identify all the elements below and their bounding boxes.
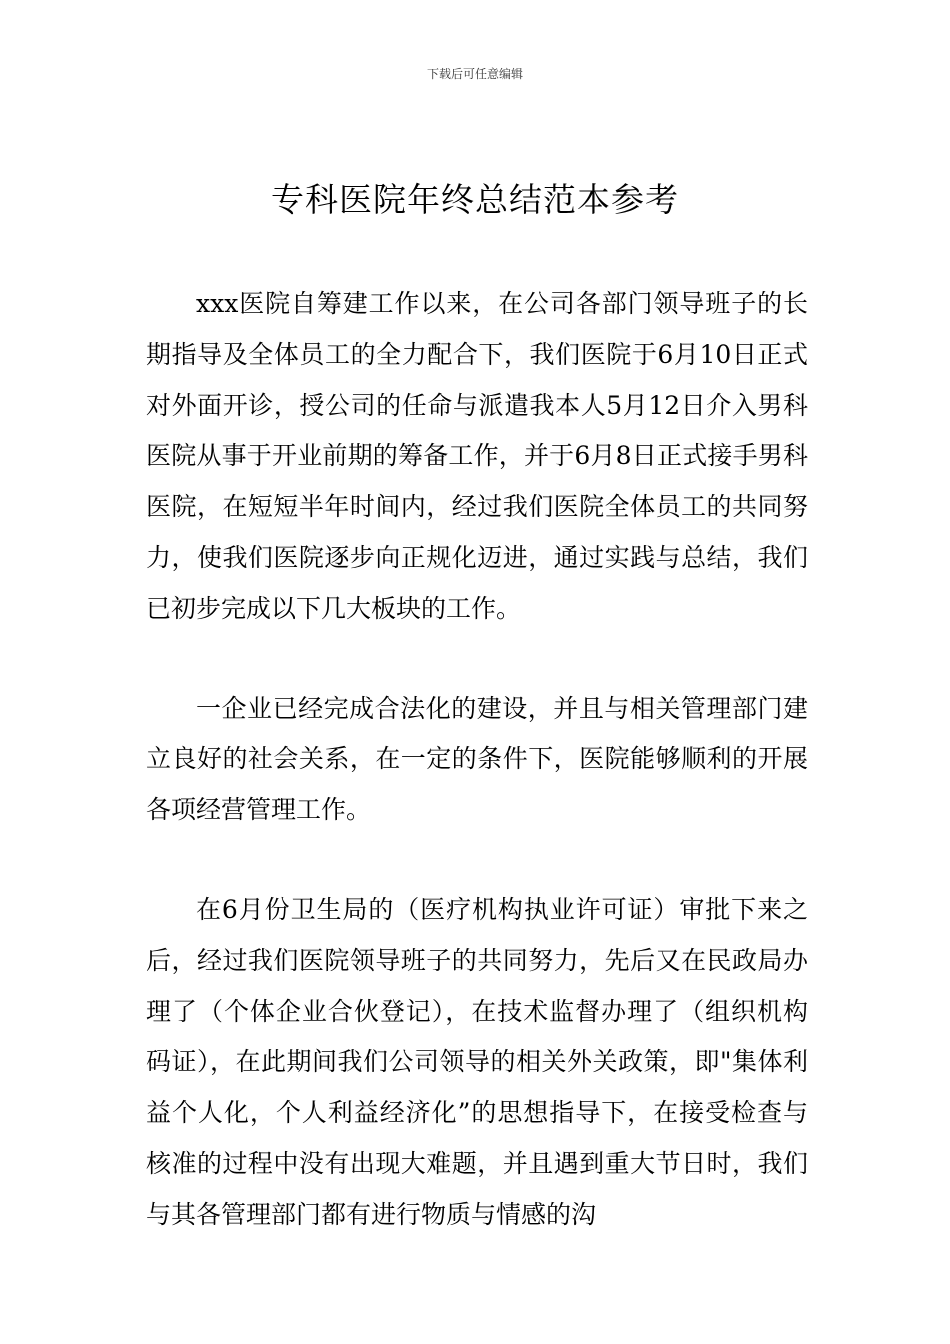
paragraph-legalization: 一企业已经完成合法化的建设，并且与相关管理部门建立良好的社会关系，在一定的条件下，医院能够顺利的开展各项经营管理工作。	[146, 693, 808, 825]
paragraph-intro: xxx医院自筹建工作以来，在公司各部门领导班子的长期指导及全体员工的全力配合下，我们医院于6月10日正式对外面开诊，授公司的任命与派遣我本人5月12日介入男科医院从事于开业前期的筹备工作，并于6月8日正式接手男科医院，在短短半年时间内，经过我们医院全体员工的共同努力，使我们医院逐步向正规化迈进，通过实践与总结，我们已初步完成以下几大板块的工作。	[146, 289, 808, 623]
document-body	[146, 279, 808, 1241]
paragraph-licensing: 在6月份卫生局的（医疗机构执业许可证）审批下来之后，经过我们医院领导班子的共同努力，先后又在民政局办理了（个体企业合伙登记），在技术监督办理了（组织机构码证），在此期间我们公司领导的相关外关政策，即"集体利益个人化，个人利益经济化”的思想指导下，在接受检查与核准的过程中没有出现大难题，并且遇到重大节日时，我们与其各管理部门都有进行物质与情感的沟	[146, 894, 808, 1229]
document-title: 专科医院年终总结范本参考	[271, 180, 679, 219]
header-note: 下载后可任意编辑	[426, 67, 523, 81]
